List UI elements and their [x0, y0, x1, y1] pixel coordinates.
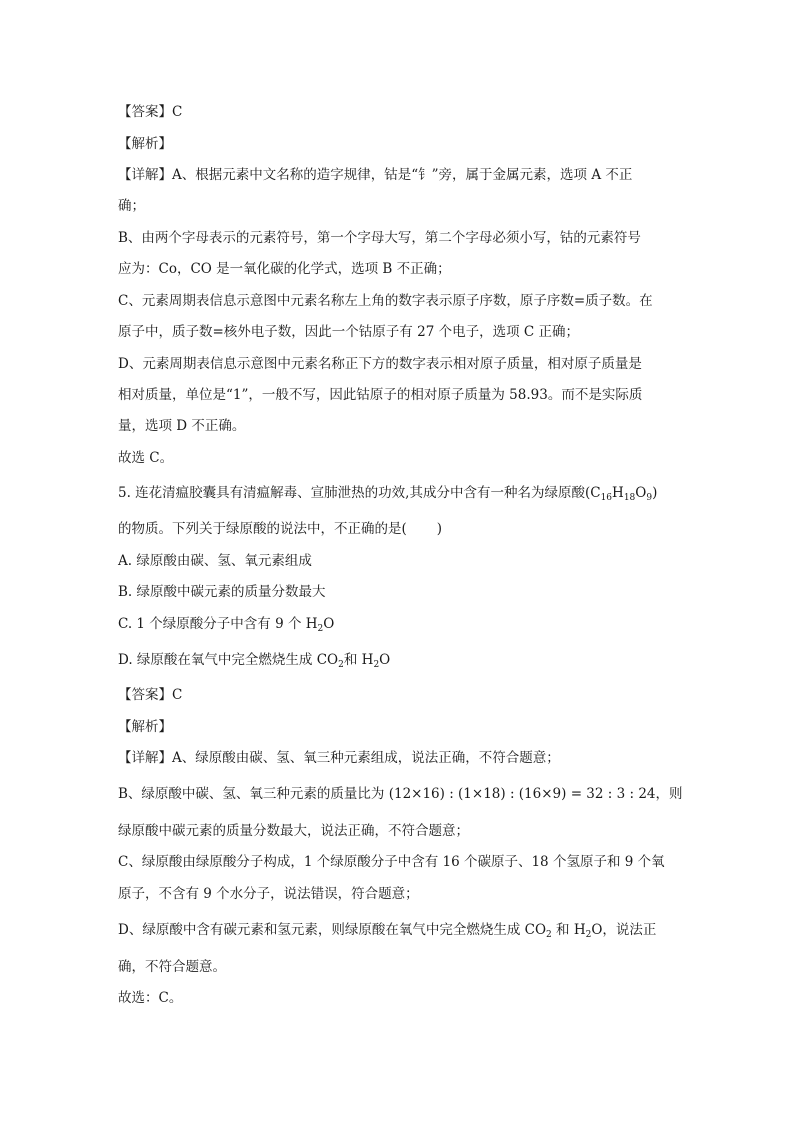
chemical-formula: $C_{16}H_{18}O_9$ — [590, 485, 653, 503]
conclusion-q5: 故选：C。 — [118, 990, 183, 1006]
detail-line: 原子中，质子数=核外电子数，因此一个钴原子有 27 个电子，选项 C 正确； — [118, 324, 579, 340]
analysis-label-q4: 【解析】 — [118, 136, 172, 152]
detail-line: 量，选项 D 不正确。 — [118, 418, 246, 434]
detail-line: B、绿原酸中碳、氢、氧三种元素的质量比为 (12×16) : (1×18) : (16×9) = 32 : 3 : 24，则 — [118, 786, 683, 802]
detail-line: 相对质量，单位是“1”，一般不写，因此钴原子的相对原子质量为 58.93。而不是实际质 — [118, 387, 643, 403]
answer-label-q5: 【答案】C — [118, 687, 183, 703]
analysis-label-q5: 【解析】 — [118, 719, 172, 735]
detail-line: D、元素周期表信息示意图中元素名称正下方的数字表示相对原子质量，相对原子质量是 — [118, 356, 642, 372]
option-c: C. 1 个绿原酸分子中含有 9 个 $H_2O$ — [118, 616, 335, 634]
detail-line: 【详解】A、绿原酸由碳、氢、氧三种元素组成，说法正确，不符合题意； — [118, 750, 560, 766]
detail-line: B、由两个字母表示的元素符号，第一个字母大写，第二个字母必须小写，钴的元素符号 — [118, 230, 641, 246]
option-a: A. 绿原酸由碳、氢、氧元素组成 — [118, 553, 312, 569]
question-5-stem: 5. 连花清瘟胶囊具有清瘟解毒、宣肺泄热的功效,其成分中含有一种名为绿原酸$(C_{16}H_{18}O_9)$ — [118, 485, 658, 503]
detail-line: 【详解】A、根据元素中文名称的造字规律，钴是“钅”旁，属于金属元素，选项 A 不正 — [118, 167, 633, 183]
detail-line: 确，不符合题意。 — [118, 959, 226, 975]
detail-line: 确； — [118, 198, 145, 214]
detail-line: C、元素周期表信息示意图中元素名称左上角的数字表示原子序数，原子序数=质子数。在 — [118, 293, 653, 309]
detail-line: 绿原酸中碳元素的质量分数最大，说法正确，不符合题意； — [118, 823, 469, 839]
detail-line: D、绿原酸中含有碳元素和氢元素，则绿原酸在氧气中完全燃烧生成 $CO_2$ 和 $H_2O$，说法正 — [118, 922, 657, 940]
detail-line: 应为：Co，CO 是一氧化碳的化学式，选项 B 不正确； — [118, 261, 451, 277]
answer-label-q4: 【答案】C — [118, 104, 183, 120]
question-5-stem-cont: 的物质。下列关于绿原酸的说法中，不正确的是( ) — [118, 521, 443, 537]
detail-line: C、绿原酸由绿原酸分子构成，1 个绿原酸分子中含有 16 个碳原子、18 个氢原子和 9 个氧 — [118, 854, 665, 870]
option-d: D. 绿原酸在氧气中完全燃烧生成 $CO_2$和 $H_2O$ — [118, 652, 391, 670]
detail-line: 原子，不含有 9 个水分子，说法错误，符合题意； — [118, 886, 419, 902]
option-b: B. 绿原酸中碳元素的质量分数最大 — [118, 584, 326, 600]
question-stem-text: 5. 连花清瘟胶囊具有清瘟解毒、宣肺泄热的功效,其成分中含有一种名为绿原酸( — [118, 485, 591, 501]
conclusion-q4: 故选 C。 — [118, 450, 174, 466]
